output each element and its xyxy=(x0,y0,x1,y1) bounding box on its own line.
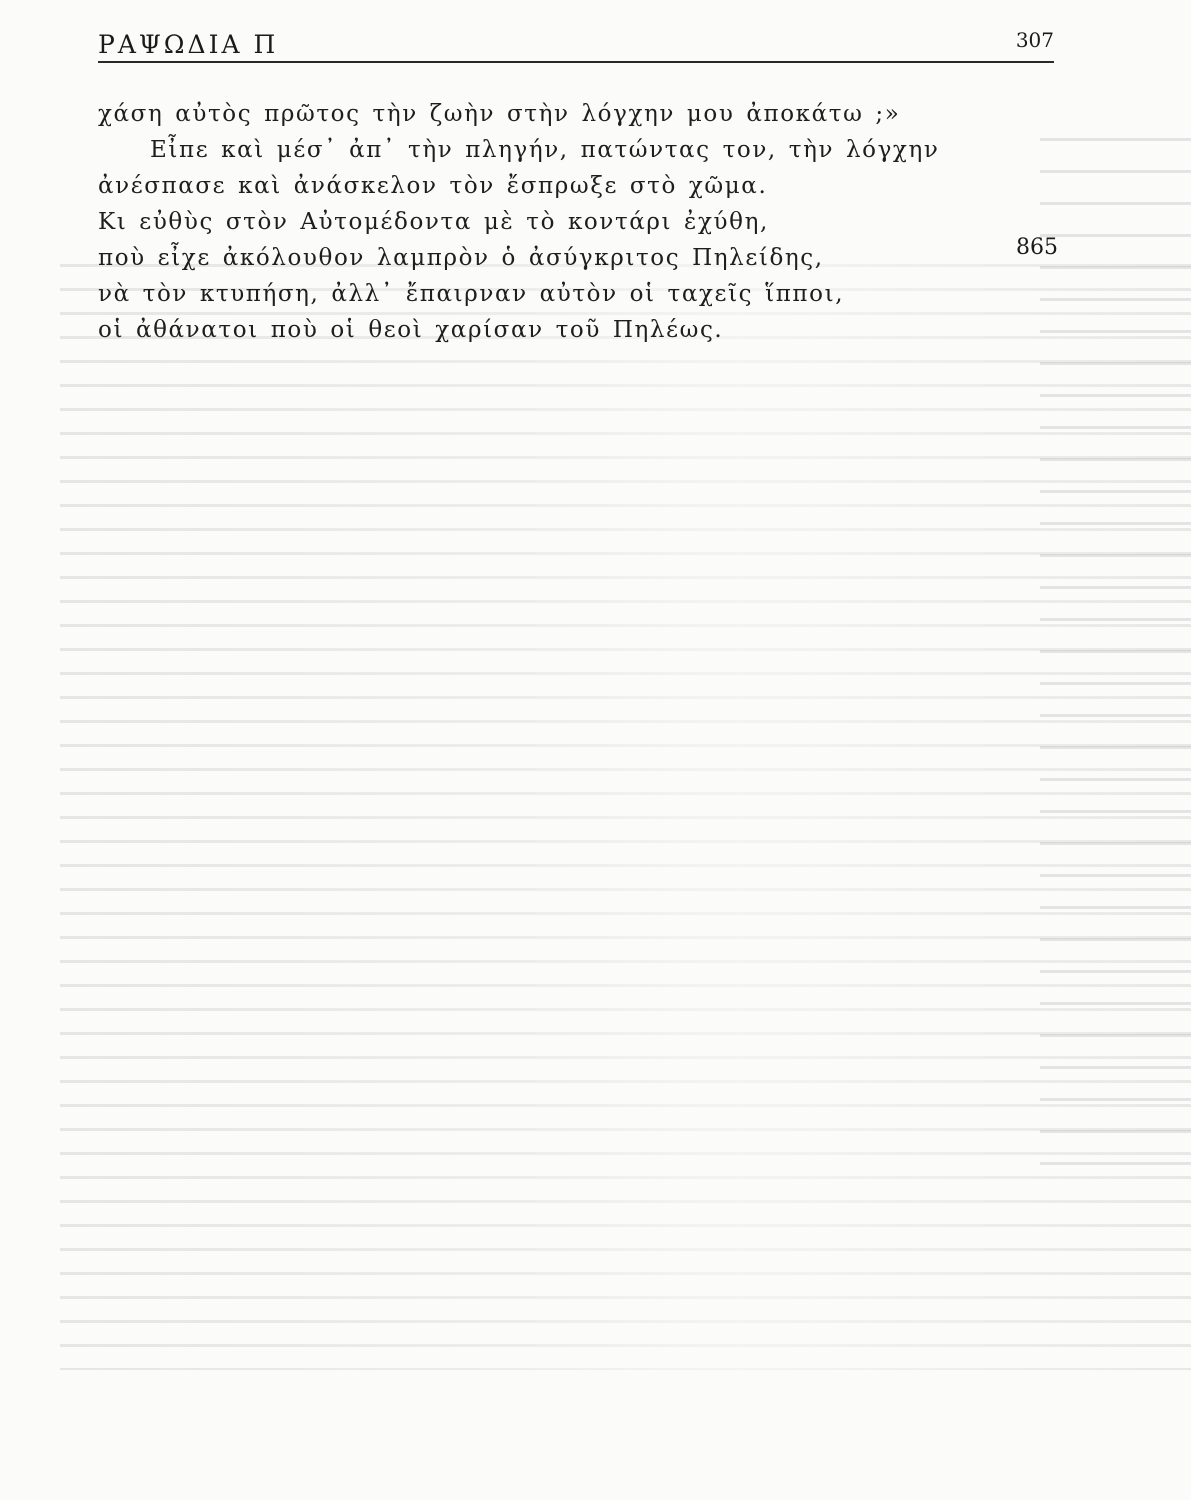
page-header xyxy=(98,24,1054,64)
verse-line: νὰ τὸν κτυπήση, ἀλλ᾿ ἔπαιρναν αὐτὸν οἱ ταχεῖς ἵπποι, xyxy=(98,281,845,307)
line-number-marker xyxy=(98,233,1058,263)
verse-line: Κι εὐθὺς στὸν Αὐτομέδοντα μὲ τὸ κοντάρι ἐχύθη, xyxy=(98,209,769,235)
reverse-side-bleed-through xyxy=(60,250,1191,1370)
verse-line: ποὺ εἶχε ἀκόλουθον λαμπρὸν ὁ ἀσύγκριτος Πηλείδης, xyxy=(98,245,824,271)
verse-line: ἀνέσπασε καὶ ἀνάσκελον τὸν ἔσπρωξε στὸ χῶμα. xyxy=(98,173,768,199)
verse-line: Εἶπε καὶ μέσ᾿ ἀπ᾿ τὴν πληγήν, πατώντας τον, τὴν λόγχην xyxy=(150,137,940,163)
adjacent-page-bleed-through xyxy=(1040,120,1191,1180)
header-rule xyxy=(98,61,1054,63)
verse-line: οἱ ἀθάνατοι ποὺ οἱ θεοὶ χαρίσαν τοῦ Πηλέως. xyxy=(98,317,724,343)
verse-block xyxy=(98,96,1058,348)
line-number: 865 xyxy=(1016,235,1058,260)
running-head: ΡΑΨΩΔΙΑ Π xyxy=(98,30,279,59)
verse-line: χάση αὐτὸς πρῶτος τὴν ζωὴν στὴν λόγχην μου ἀποκάτω ;» xyxy=(98,101,901,127)
page-number: 307 xyxy=(1015,28,1054,52)
